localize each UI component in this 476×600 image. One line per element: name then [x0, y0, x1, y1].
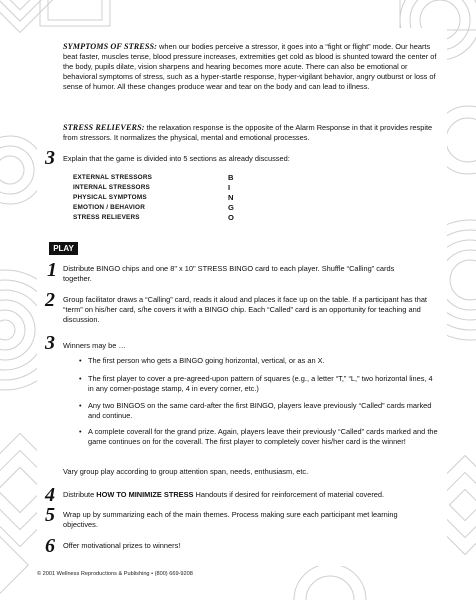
relievers-text: the relaxation response is the opposite of the Alarm Response in that it provides respite from stressors. It normalizes the physical, mental and emotional processes.: [63, 123, 433, 143]
bingo-row: [73, 184, 253, 194]
copyright-footer: © 2001 Wellness Reproductions & Publishing • (800) 669-9208: [37, 571, 193, 577]
content-panel: SYMPTOMS OF STRESS: when our bodies perceive a stressor, it goes into a “fight or flight” mode. Our hearts beat faster, muscles tense, blood pressure increases, extremities get cold as blood is shunted toward the center of the body, pupils dilate, vision sharpens and hearing becomes more acute. There can also be emotional or behavioral symptoms of stress, such as a hyper-startle response, hyper-vigilant behavior, angry outburst or loss of sense of humor. All these changes produce wear and tear on the body and can lead to illness. STRESS RELIEVERS: the relaxation response is the opposite of the Alarm Response in that it provides respite from stressors. It normalizes the physical, mental and emotional processes. 3 Explain that the game is divided into 5 sections as already discussed: EXTERNAL STRESSORS B INTERNAL STRESSORS I PHYSICAL SYMPTOMS N EMOTION / BEHAVIOR G STRESS RELIEVERS O PLAY 1 Distribute BINGO chips and one 8" x 10" STRESS BINGO card to each player. Shuffle “Calling” cards together. 2 Group facilitator draws a “Calling” card, reads it aloud and places it face up on the table. If a participant has that “term” on his/her card, s/he covers it with a BINGO chip. Each “Called” card is an opportunity for teaching and discussion. 3 Winners may be … • The first person who gets a BINGO going horizontal, vertical, or as an X. • The first player to cover a pre-agreed-upon pattern of squares (e.g., a letter “T,” “L,” two horizontal lines, 4 in any corner-postage stamp, 4 in every corner, etc.) • Any two BINGOS on the same card-after the first BINGO, players leave previously “Called” cards marked and continue. • A complete coverall for the grand prize. Again, players leave their previously “Called” cards marked and the game continues on for the coverall. The first player to completely cover his/her card is the winner! Vary group play according to group attention span, needs, enthusiasm, etc. 4 Distribute HOW TO MINIMIZE STRESS Handouts if desired for reinforcement of material covered. 5 Wrap up by summarizing each of the main themes. Process making sure each participant met learning objectives. 6 Offer motivational prizes to winners!: [37, 28, 447, 566]
bingo-row: [73, 174, 253, 184]
step-2-text: Group facilitator draws a “Calling” card, reads it aloud and places it face up on the table. If a participant has that “term” on his/her card, s/he covers it with a BINGO chip. Each “Called” card is an opportunity for teaching and discussion.: [63, 295, 427, 325]
bingo-row-label: PHYSICAL SYMPTOMS: [73, 194, 147, 201]
step-1-text: Distribute BINGO chips and one 8" x 10" STRESS BINGO card to each player. Shuffle “Calling” cards together.: [63, 264, 395, 284]
symptoms-heading: SYMPTOMS OF STRESS:: [63, 42, 157, 51]
step-6-text: Offer motivational prizes to winners!: [63, 541, 181, 550]
bingo-row: [73, 214, 253, 224]
relievers-paragraph: [63, 123, 441, 143]
handout-title: HOW TO MINIMIZE STRESS: [96, 490, 194, 499]
bingo-row-letter: B: [228, 173, 234, 182]
step-3-number: 3: [45, 332, 55, 354]
step-6-number: 6: [45, 535, 55, 557]
relievers-heading: STRESS RELIEVERS:: [63, 123, 145, 132]
step-1-number: 1: [47, 259, 57, 281]
bingo-row: [73, 194, 253, 204]
step-number: 3: [45, 147, 55, 169]
bingo-row-label: EMOTION / BEHAVIOR: [73, 204, 146, 211]
step-2-number: 2: [45, 289, 55, 311]
bingo-row-letter: I: [228, 183, 231, 192]
bullet-text: A complete coverall for the grand prize. Again, players leave their previously “Called” cards marked and the game continues on for the coverall. The first player to completely cover his/her card is the winner!: [88, 427, 438, 447]
bullet-text: Any two BINGOS on the same card-after the first BINGO, players leave previously “Called” cards marked and continue.: [88, 401, 432, 421]
bullet-text: The first player to cover a pre-agreed-upon pattern of squares (e.g., a letter “T,” “L,” two horizontal lines, 4 in any corner-postage stamp, 4 in every corner, etc.): [88, 374, 433, 394]
play-badge: PLAY: [49, 242, 78, 255]
bullet-text: The first person who gets a BINGO going horizontal, vertical, or as an X.: [88, 356, 325, 365]
step-4-number: 4: [45, 484, 55, 506]
step-4-text: Distribute HOW TO MINIMIZE STRESS Handouts if desired for reinforcement of material covered.: [63, 490, 385, 499]
step-3-intro: Winners may be …: [63, 341, 126, 350]
bingo-row: [73, 204, 253, 214]
step-5-number: 5: [45, 504, 55, 526]
step-text: Explain that the game is divided into 5 sections as already discussed:: [63, 154, 290, 163]
vary-text: Vary group play according to group attention span, needs, enthusiasm, etc.: [63, 467, 309, 476]
symptoms-text: when our bodies perceive a stressor, it goes into a “fight or flight” mode. Our hearts beat faster, muscles tense, blood pressure increases, extremities get cold as blood is shunted toward the center of the body, pupils dilate, vision sharpens and hearing becomes more acute. There can also be emotional or behavioral symptoms of stress, such as a hyper-startle response, hyper-vigilant behavior, angry outburst or loss of sense of humor. All these changes produce wear and tear on the body and can lead to illness.: [63, 42, 437, 92]
bingo-row-letter: G: [228, 203, 234, 212]
step-5-text: Wrap up by summarizing each of the main themes. Process making sure each participant met learning objectives.: [63, 510, 398, 530]
bingo-row-label: INTERNAL STRESSORS: [73, 184, 150, 191]
bingo-row-letter: N: [228, 193, 234, 202]
symptoms-paragraph: [63, 42, 441, 92]
bingo-row-label: EXTERNAL STRESSORS: [73, 174, 153, 181]
bingo-row-letter: O: [228, 213, 234, 222]
bingo-row-label: STRESS RELIEVERS: [73, 214, 140, 221]
